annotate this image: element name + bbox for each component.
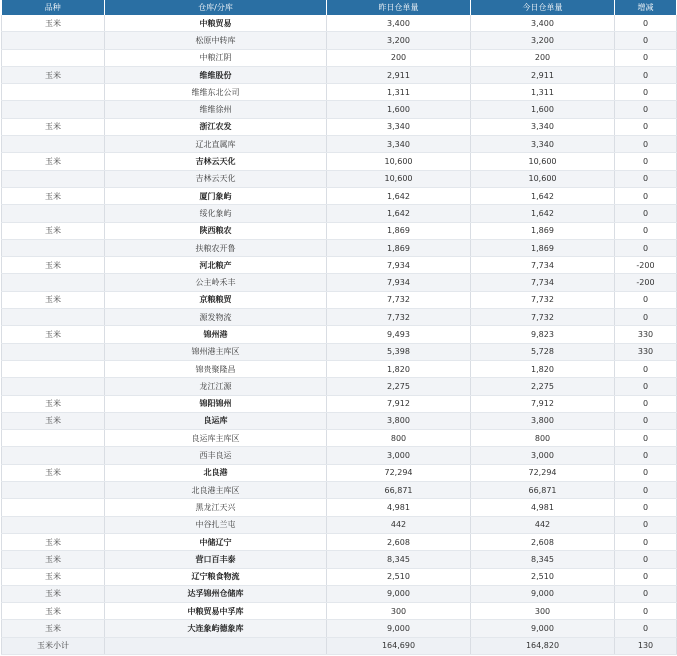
yesterday-cell: 7,732 [327,291,471,308]
warehouse-receipt-table [1,0,677,655]
variety-cell: 玉米小计 [2,637,105,654]
warehouse-cell: 中粮贸易 [105,15,327,32]
change-cell: 0 [615,32,677,49]
today-cell: 72,294 [471,464,615,481]
variety-cell: 玉米 [2,153,105,170]
yesterday-cell: 2,275 [327,378,471,395]
change-cell: 0 [615,378,677,395]
change-cell: 330 [615,326,677,343]
table-row [2,291,677,308]
variety-cell: 玉米 [2,585,105,602]
variety-cell [2,447,105,464]
warehouse-cell: 松原中转库 [105,32,327,49]
today-cell: 1,600 [471,101,615,118]
table-row [2,585,677,602]
warehouse-cell: 京粮粮贸 [105,291,327,308]
today-cell: 3,340 [471,136,615,153]
table-row [2,309,677,326]
yesterday-cell: 7,934 [327,257,471,274]
warehouse-cell: 绥化象屿 [105,205,327,222]
yesterday-cell: 300 [327,603,471,620]
yesterday-cell: 1,600 [327,101,471,118]
total-row [2,637,677,654]
table-row [2,170,677,187]
change-cell: 0 [615,533,677,550]
table-row [2,378,677,395]
yesterday-cell: 1,642 [327,187,471,204]
variety-cell: 玉米 [2,326,105,343]
table-header-row [2,0,677,15]
today-cell: 7,734 [471,257,615,274]
variety-cell: 玉米 [2,222,105,239]
change-cell: 0 [615,66,677,83]
header-variety: 品种 [2,0,105,15]
change-cell: 0 [615,499,677,516]
yesterday-cell: 3,200 [327,32,471,49]
variety-cell: 玉米 [2,187,105,204]
yesterday-cell: 3,400 [327,15,471,32]
table-row [2,533,677,550]
today-cell: 1,642 [471,205,615,222]
change-cell: -200 [615,257,677,274]
variety-cell: 玉米 [2,603,105,620]
today-cell: 1,869 [471,239,615,256]
warehouse-cell: 维维股份 [105,66,327,83]
warehouse-cell: 辽宁粮食物流 [105,568,327,585]
yesterday-cell: 72,294 [327,464,471,481]
today-cell: 3,200 [471,32,615,49]
yesterday-cell: 1,869 [327,239,471,256]
change-cell: 0 [615,412,677,429]
today-cell: 3,340 [471,118,615,135]
variety-cell [2,516,105,533]
change-cell: 0 [615,101,677,118]
header-change: 增减 [615,0,677,15]
change-cell: 0 [615,239,677,256]
today-cell: 1,642 [471,187,615,204]
today-cell: 8,345 [471,551,615,568]
change-cell: 0 [615,568,677,585]
yesterday-cell: 200 [327,49,471,66]
yesterday-cell: 1,820 [327,360,471,377]
variety-cell: 玉米 [2,533,105,550]
variety-cell [2,430,105,447]
warehouse-cell: 达孚锦州仓储库 [105,585,327,602]
table-row [2,620,677,637]
variety-cell: 玉米 [2,412,105,429]
change-cell: 0 [615,447,677,464]
variety-cell: 玉米 [2,568,105,585]
table-row [2,239,677,256]
warehouse-cell: 龙江江源 [105,378,327,395]
table-row [2,49,677,66]
table-row [2,499,677,516]
today-cell: 2,911 [471,66,615,83]
today-cell: 4,981 [471,499,615,516]
change-cell: 0 [615,205,677,222]
change-cell: 330 [615,343,677,360]
table-row [2,412,677,429]
variety-cell [2,170,105,187]
table-row [2,136,677,153]
warehouse-cell: 扶粮农开鲁 [105,239,327,256]
today-cell: 2,510 [471,568,615,585]
warehouse-cell: 中粮江阴 [105,49,327,66]
yesterday-cell: 3,340 [327,136,471,153]
header-warehouse: 仓库/分库 [105,0,327,15]
yesterday-cell: 9,493 [327,326,471,343]
change-cell: 0 [615,170,677,187]
variety-cell [2,84,105,101]
today-cell: 442 [471,516,615,533]
variety-cell: 玉米 [2,15,105,32]
variety-cell [2,309,105,326]
change-cell: 0 [615,49,677,66]
yesterday-cell: 164,690 [327,637,471,654]
warehouse-cell: 维维徐州 [105,101,327,118]
change-cell: 0 [615,551,677,568]
today-cell: 1,820 [471,360,615,377]
change-cell: 0 [615,309,677,326]
table-row [2,447,677,464]
yesterday-cell: 3,000 [327,447,471,464]
warehouse-cell: 厦门象屿 [105,187,327,204]
yesterday-cell: 1,869 [327,222,471,239]
yesterday-cell: 3,800 [327,412,471,429]
warehouse-cell: 河北粮产 [105,257,327,274]
yesterday-cell: 800 [327,430,471,447]
yesterday-cell: 9,000 [327,620,471,637]
yesterday-cell: 2,510 [327,568,471,585]
variety-cell [2,274,105,291]
table-row [2,482,677,499]
variety-cell: 玉米 [2,118,105,135]
yesterday-cell: 66,871 [327,482,471,499]
table-row [2,66,677,83]
today-cell: 800 [471,430,615,447]
today-cell: 9,000 [471,620,615,637]
yesterday-cell: 1,311 [327,84,471,101]
table-row [2,516,677,533]
yesterday-cell: 2,911 [327,66,471,83]
table-row [2,118,677,135]
table-row [2,395,677,412]
warehouse-cell: 北良港主库区 [105,482,327,499]
warehouse-cell: 辽北直属库 [105,136,327,153]
change-cell: 0 [615,395,677,412]
today-cell: 3,000 [471,447,615,464]
warehouse-cell: 锦贵聚隆昌 [105,360,327,377]
table-row [2,326,677,343]
variety-cell: 玉米 [2,66,105,83]
yesterday-cell: 10,600 [327,170,471,187]
change-cell: 0 [615,360,677,377]
variety-cell: 玉米 [2,551,105,568]
today-cell: 66,871 [471,482,615,499]
change-cell: 0 [615,291,677,308]
warehouse-cell: 浙江农发 [105,118,327,135]
variety-cell [2,378,105,395]
warehouse-cell: 良运库主库区 [105,430,327,447]
table-row [2,84,677,101]
table-row [2,15,677,32]
yesterday-cell: 10,600 [327,153,471,170]
change-cell: 0 [615,187,677,204]
variety-cell [2,239,105,256]
today-cell: 7,734 [471,274,615,291]
variety-cell [2,136,105,153]
variety-cell: 玉米 [2,291,105,308]
today-cell: 2,275 [471,378,615,395]
warehouse-cell [105,637,327,654]
yesterday-cell: 3,340 [327,118,471,135]
variety-cell: 玉米 [2,395,105,412]
yesterday-cell: 2,608 [327,533,471,550]
table-row [2,101,677,118]
today-cell: 7,732 [471,291,615,308]
change-cell: 0 [615,516,677,533]
warehouse-cell: 锦州港主库区 [105,343,327,360]
variety-cell [2,482,105,499]
table-row [2,568,677,585]
today-cell: 9,000 [471,585,615,602]
change-cell: 0 [615,603,677,620]
today-cell: 7,912 [471,395,615,412]
change-cell: 0 [615,118,677,135]
change-cell: 0 [615,84,677,101]
warehouse-cell: 锦阳锦州 [105,395,327,412]
today-cell: 164,820 [471,637,615,654]
change-cell: 0 [615,222,677,239]
warehouse-cell: 源发物流 [105,309,327,326]
change-cell: 130 [615,637,677,654]
warehouse-cell: 维维东北公司 [105,84,327,101]
today-cell: 1,311 [471,84,615,101]
table-row [2,187,677,204]
yesterday-cell: 5,398 [327,343,471,360]
table-row [2,551,677,568]
yesterday-cell: 442 [327,516,471,533]
table-row [2,222,677,239]
table-row [2,32,677,49]
warehouse-cell: 吉林云天化 [105,153,327,170]
variety-cell [2,360,105,377]
today-cell: 10,600 [471,170,615,187]
today-cell: 200 [471,49,615,66]
yesterday-cell: 4,981 [327,499,471,516]
change-cell: 0 [615,620,677,637]
warehouse-cell: 中谷扎兰屯 [105,516,327,533]
today-cell: 9,823 [471,326,615,343]
table-row [2,205,677,222]
change-cell: 0 [615,136,677,153]
yesterday-cell: 9,000 [327,585,471,602]
today-cell: 3,400 [471,15,615,32]
change-cell: 0 [615,153,677,170]
yesterday-cell: 8,345 [327,551,471,568]
table-row [2,153,677,170]
yesterday-cell: 7,732 [327,309,471,326]
change-cell: 0 [615,585,677,602]
change-cell: 0 [615,15,677,32]
today-cell: 10,600 [471,153,615,170]
warehouse-cell: 锦州港 [105,326,327,343]
table-row [2,274,677,291]
variety-cell [2,499,105,516]
table-row [2,603,677,620]
change-cell: 0 [615,430,677,447]
warehouse-cell: 公主岭禾丰 [105,274,327,291]
warehouse-cell: 黑龙江天兴 [105,499,327,516]
header-yesterday: 昨日仓单量 [327,0,471,15]
variety-cell [2,205,105,222]
variety-cell [2,32,105,49]
warehouse-cell: 中粮贸易中孚库 [105,603,327,620]
table-row [2,360,677,377]
variety-cell: 玉米 [2,464,105,481]
table-row [2,343,677,360]
today-cell: 300 [471,603,615,620]
warehouse-cell: 陕西粮农 [105,222,327,239]
today-cell: 7,732 [471,309,615,326]
warehouse-cell: 北良港 [105,464,327,481]
table-row [2,464,677,481]
warehouse-cell: 良运库 [105,412,327,429]
variety-cell [2,101,105,118]
yesterday-cell: 1,642 [327,205,471,222]
variety-cell: 玉米 [2,257,105,274]
today-cell: 1,869 [471,222,615,239]
change-cell: -200 [615,274,677,291]
change-cell: 0 [615,464,677,481]
yesterday-cell: 7,934 [327,274,471,291]
today-cell: 3,800 [471,412,615,429]
table-row [2,430,677,447]
header-today: 今日仓单量 [471,0,615,15]
variety-cell [2,343,105,360]
warehouse-cell: 中储辽宁 [105,533,327,550]
warehouse-cell: 大连象屿德象库 [105,620,327,637]
warehouse-cell: 西丰良运 [105,447,327,464]
today-cell: 2,608 [471,533,615,550]
table-body [2,15,677,654]
today-cell: 5,728 [471,343,615,360]
warehouse-cell: 吉林云天化 [105,170,327,187]
table-row [2,257,677,274]
variety-cell: 玉米 [2,620,105,637]
change-cell: 0 [615,482,677,499]
variety-cell [2,49,105,66]
yesterday-cell: 7,912 [327,395,471,412]
warehouse-cell: 营口百丰泰 [105,551,327,568]
